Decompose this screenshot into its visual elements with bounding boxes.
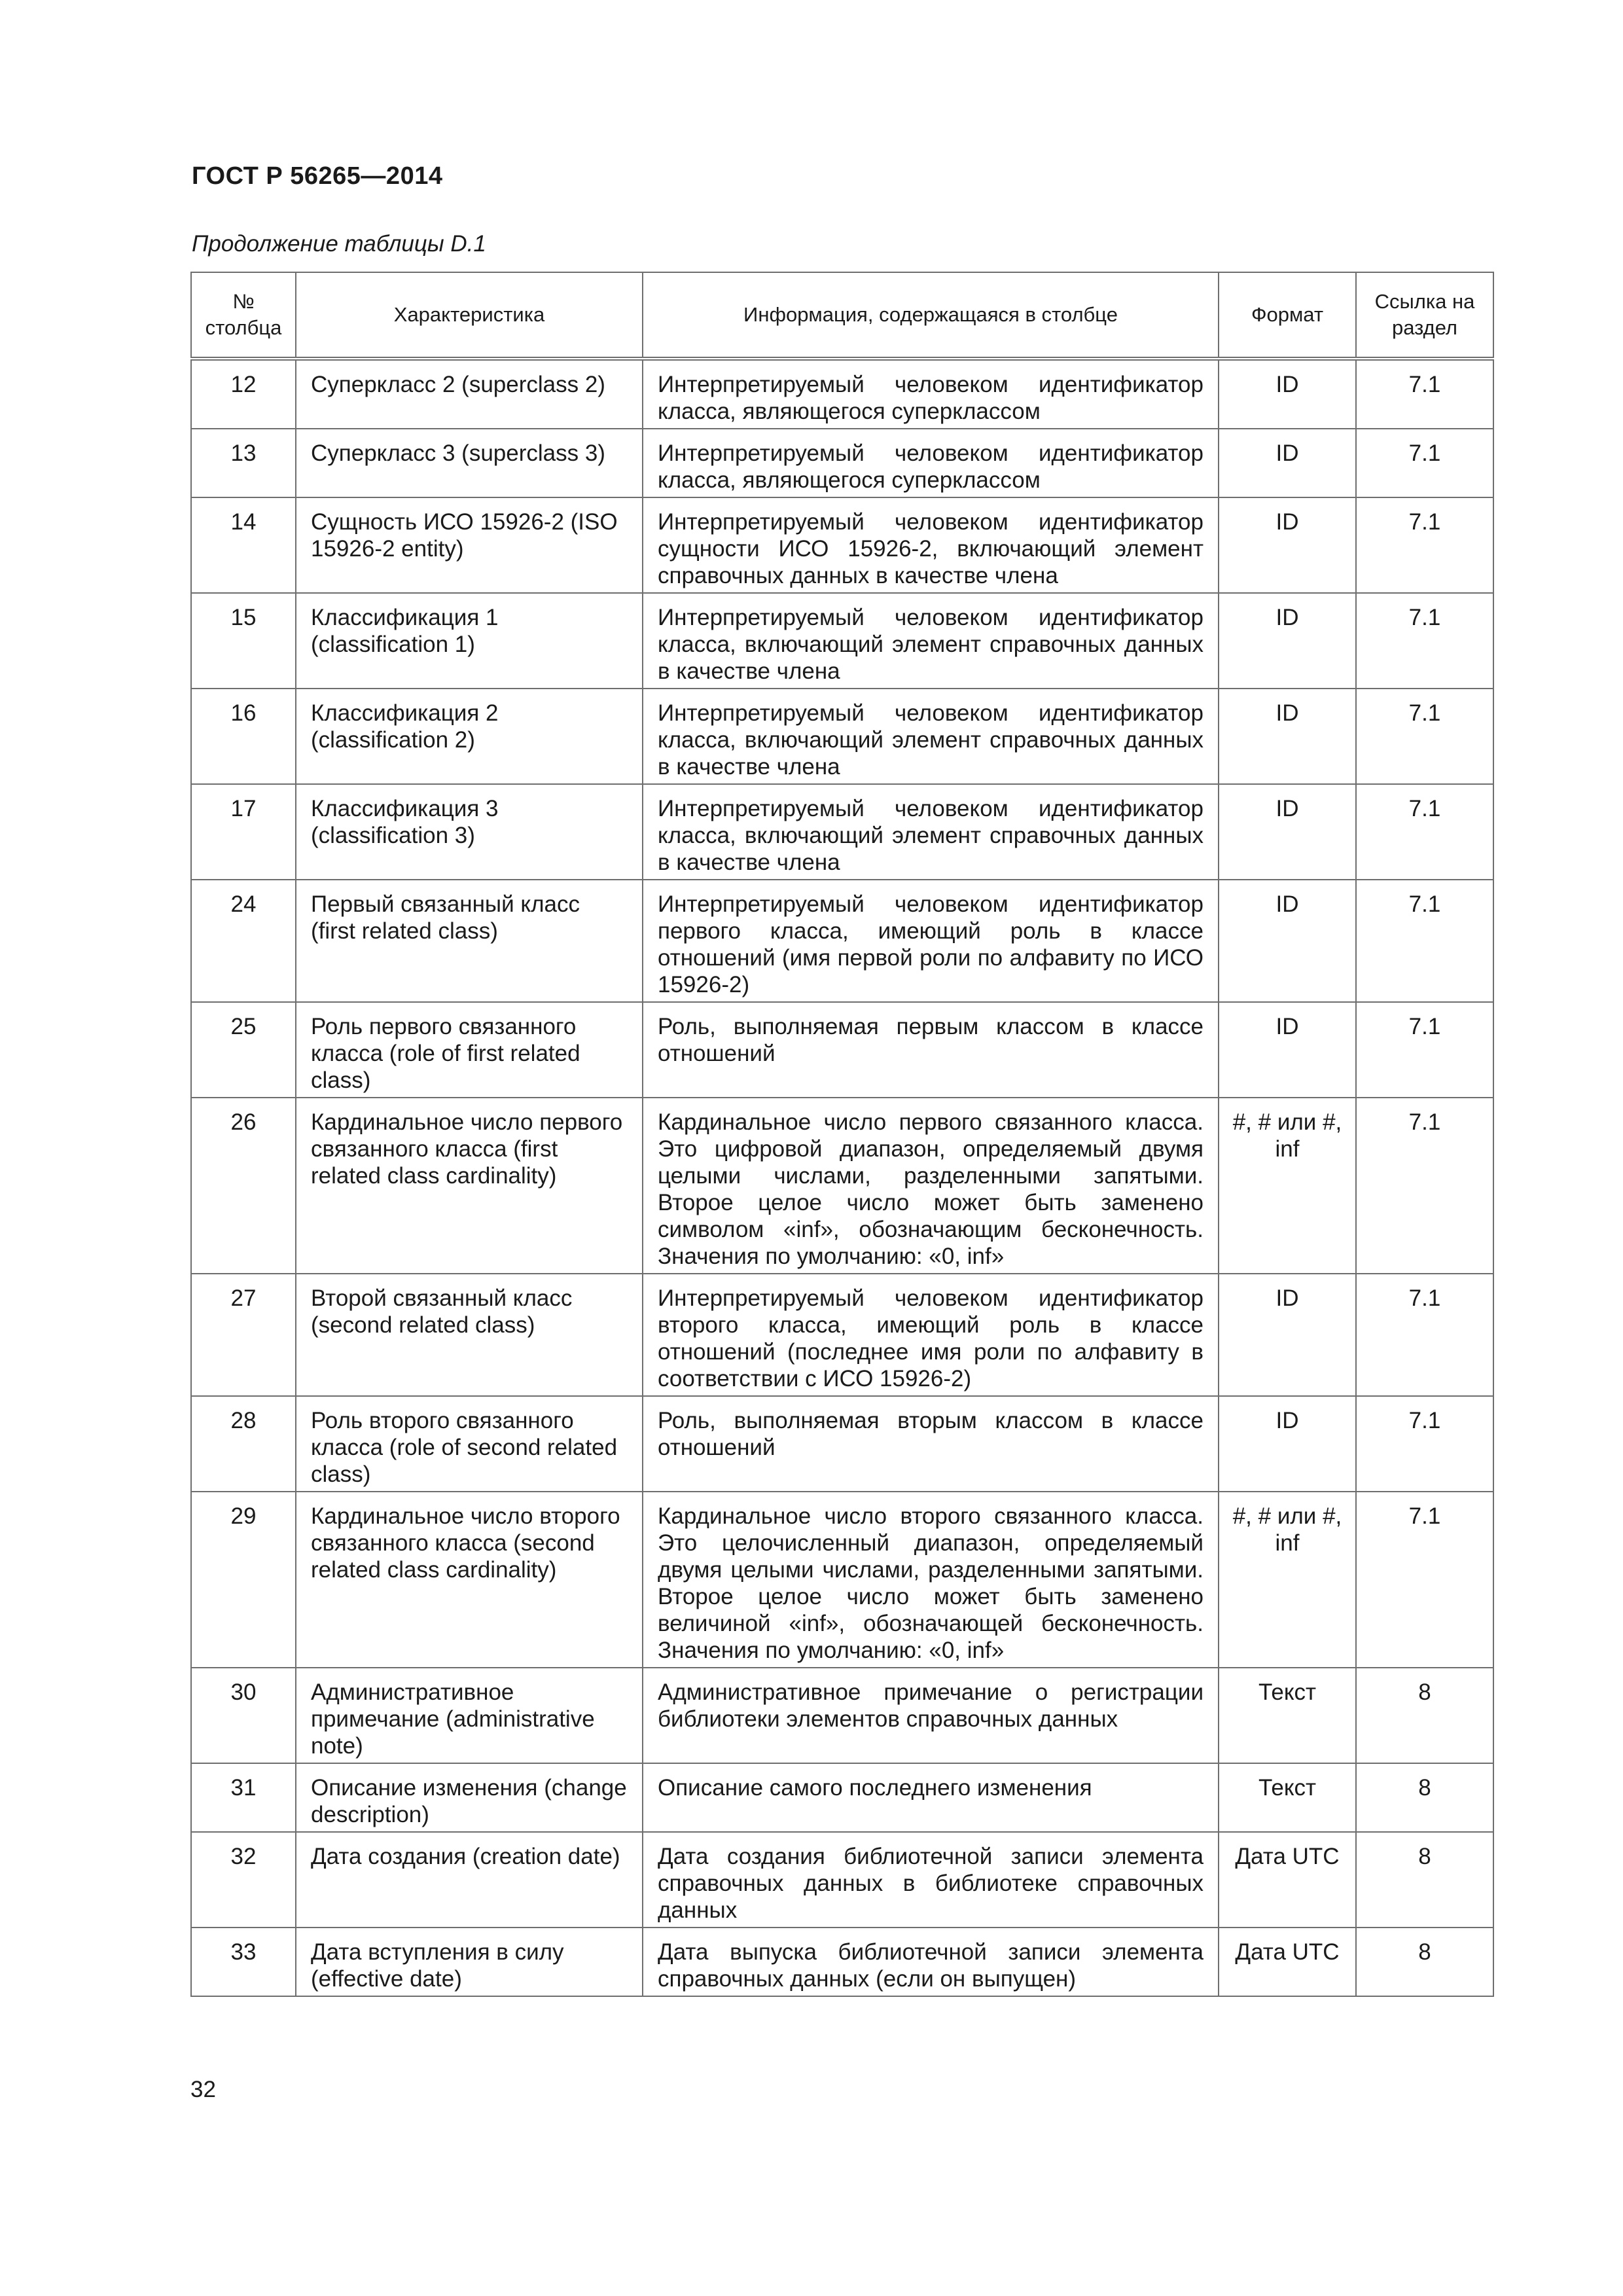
cell-column-number: 32 (191, 1832, 296, 1928)
cell-column-number: 33 (191, 1928, 296, 1996)
table-caption: Продолжение таблицы D.1 (192, 231, 486, 257)
cell-format: #, # или #, inf (1219, 1098, 1356, 1274)
cell-format: #, # или #, inf (1219, 1492, 1356, 1668)
cell-characteristic: Сущность ИСО 15926-2 (ISO 15926-2 entity) (296, 497, 643, 593)
cell-information: Роль, выполняемая вторым классом в классе отношений (643, 1396, 1219, 1492)
column-header-characteristic: Характеристика (296, 272, 643, 359)
cell-information: Интерпретируемый человеком идентификатор класса, являющегося суперклассом (643, 359, 1219, 429)
cell-section-reference: 8 (1356, 1668, 1493, 1763)
cell-column-number: 13 (191, 429, 296, 497)
cell-format: ID (1219, 1002, 1356, 1098)
cell-characteristic: Классификация 3 (classification 3) (296, 784, 643, 880)
table-row (191, 1098, 1493, 1274)
cell-section-reference: 7.1 (1356, 880, 1493, 1002)
document-code: ГОСТ Р 56265—2014 (192, 162, 443, 190)
cell-column-number: 30 (191, 1668, 296, 1763)
cell-information: Кардинальное число первого связанного класса. Это цифровой диапазон, определяемый двумя целыми числами, разделенными запятыми. Второе целое число может быть заменено символом «inf», обозначающим бесконечность. Значения по умолчанию: «0, inf» (643, 1098, 1219, 1274)
cell-column-number: 27 (191, 1274, 296, 1396)
page-number: 32 (190, 2077, 216, 2102)
column-header-number (191, 272, 296, 359)
cell-information: Интерпретируемый человеком идентификатор класса, являющегося суперклассом (643, 429, 1219, 497)
cell-format: ID (1219, 497, 1356, 593)
cell-characteristic: Дата создания (creation date) (296, 1832, 643, 1928)
cell-information: Интерпретируемый человеком идентификатор класса, включающий элемент справочных данных в качестве члена (643, 784, 1219, 880)
cell-format: ID (1219, 689, 1356, 784)
cell-section-reference: 7.1 (1356, 1396, 1493, 1492)
cell-information: Интерпретируемый человеком идентификатор сущности ИСО 15926-2, включающий элемент справочных данных в качестве члена (643, 497, 1219, 593)
cell-section-reference: 7.1 (1356, 593, 1493, 689)
cell-section-reference: 7.1 (1356, 1098, 1493, 1274)
cell-column-number: 16 (191, 689, 296, 784)
table-row (191, 359, 1493, 429)
table-body (191, 359, 1493, 1996)
cell-column-number: 12 (191, 359, 296, 429)
cell-format: ID (1219, 784, 1356, 880)
cell-characteristic: Кардинальное число первого связанного класса (first related class cardinality) (296, 1098, 643, 1274)
cell-characteristic: Классификация 2 (classification 2) (296, 689, 643, 784)
cell-section-reference: 8 (1356, 1832, 1493, 1928)
cell-column-number: 28 (191, 1396, 296, 1492)
column-header-format: Формат (1219, 272, 1356, 359)
cell-information: Интерпретируемый человеком идентификатор класса, включающий элемент справочных данных в качестве члена (643, 689, 1219, 784)
table-row (191, 880, 1493, 1002)
cell-information: Дата выпуска библиотечной записи элемента справочных данных (если он выпущен) (643, 1928, 1219, 1996)
table-row (191, 1928, 1493, 1996)
cell-information: Административное примечание о регистрации библиотеки элементов справочных данных (643, 1668, 1219, 1763)
cell-characteristic: Кардинальное число второго связанного класса (second related class cardinality) (296, 1492, 643, 1668)
cell-column-number: 24 (191, 880, 296, 1002)
specification-table (190, 272, 1494, 1997)
cell-section-reference: 7.1 (1356, 784, 1493, 880)
cell-section-reference: 8 (1356, 1928, 1493, 1996)
cell-characteristic: Первый связанный класс (first related class) (296, 880, 643, 1002)
table-row (191, 1668, 1493, 1763)
cell-information: Кардинальное число второго связанного класса. Это целочисленный диапазон, определяемый двумя целыми числами, разделенными запятыми. Второе целое число может быть заменено величиной «inf», обозначающей бесконечность. Значения по умолчанию: «0, inf» (643, 1492, 1219, 1668)
cell-column-number: 29 (191, 1492, 296, 1668)
table-row (191, 1492, 1493, 1668)
cell-characteristic: Роль второго связанного класса (role of second related class) (296, 1396, 643, 1492)
cell-section-reference: 7.1 (1356, 1002, 1493, 1098)
column-header-reference-line1: Ссылка на (1374, 290, 1475, 313)
table-row (191, 1763, 1493, 1832)
cell-section-reference: 7.1 (1356, 359, 1493, 429)
cell-section-reference: 8 (1356, 1763, 1493, 1832)
cell-format: Дата UTC (1219, 1928, 1356, 1996)
cell-information: Роль, выполняемая первым классом в классе отношений (643, 1002, 1219, 1098)
cell-section-reference: 7.1 (1356, 689, 1493, 784)
cell-characteristic: Описание изменения (change description) (296, 1763, 643, 1832)
column-header-number-line1: № (232, 290, 255, 313)
cell-section-reference: 7.1 (1356, 429, 1493, 497)
cell-characteristic: Суперкласс 3 (superclass 3) (296, 429, 643, 497)
table-header-row (191, 272, 1493, 359)
cell-format: ID (1219, 1396, 1356, 1492)
cell-column-number: 26 (191, 1098, 296, 1274)
cell-format: ID (1219, 359, 1356, 429)
table-row (191, 497, 1493, 593)
cell-information: Интерпретируемый человеком идентификатор класса, включающий элемент справочных данных в качестве члена (643, 593, 1219, 689)
cell-characteristic: Дата вступления в силу (effective date) (296, 1928, 643, 1996)
table-row (191, 1002, 1493, 1098)
table-row (191, 784, 1493, 880)
table-row (191, 1396, 1493, 1492)
cell-information: Интерпретируемый человеком идентификатор второго класса, имеющий роль в классе отношений (последнее имя роли по алфавиту в соответствии с ИСО 15926-2) (643, 1274, 1219, 1396)
cell-format: ID (1219, 429, 1356, 497)
table-row (191, 689, 1493, 784)
cell-characteristic: Административное примечание (administrative note) (296, 1668, 643, 1763)
table-row (191, 1832, 1493, 1928)
cell-information: Интерпретируемый человеком идентификатор первого класса, имеющий роль в классе отношений (имя первой роли по алфавиту по ИСО 15926-2) (643, 880, 1219, 1002)
cell-section-reference: 7.1 (1356, 1274, 1493, 1396)
cell-format: Дата UTC (1219, 1832, 1356, 1928)
cell-information: Описание самого последнего изменения (643, 1763, 1219, 1832)
column-header-reference (1356, 272, 1493, 359)
cell-format: Текст (1219, 1763, 1356, 1832)
cell-column-number: 14 (191, 497, 296, 593)
cell-column-number: 25 (191, 1002, 296, 1098)
cell-format: Текст (1219, 1668, 1356, 1763)
cell-characteristic: Второй связанный класс (second related class) (296, 1274, 643, 1396)
cell-column-number: 15 (191, 593, 296, 689)
table-row (191, 1274, 1493, 1396)
cell-characteristic: Роль первого связанного класса (role of first related class) (296, 1002, 643, 1098)
cell-column-number: 31 (191, 1763, 296, 1832)
cell-format: ID (1219, 1274, 1356, 1396)
cell-format: ID (1219, 880, 1356, 1002)
cell-characteristic: Классификация 1 (classification 1) (296, 593, 643, 689)
cell-section-reference: 7.1 (1356, 497, 1493, 593)
cell-section-reference: 7.1 (1356, 1492, 1493, 1668)
column-header-reference-line2: раздел (1391, 316, 1458, 339)
cell-characteristic: Суперкласс 2 (superclass 2) (296, 359, 643, 429)
column-header-number-line2: столбца (205, 316, 282, 339)
table-row (191, 593, 1493, 689)
table-row (191, 429, 1493, 497)
column-header-info: Информация, содержащаяся в столбце (643, 272, 1219, 359)
cell-column-number: 17 (191, 784, 296, 880)
cell-information: Дата создания библиотечной записи элемента справочных данных в библиотеке справочных данных (643, 1832, 1219, 1928)
cell-format: ID (1219, 593, 1356, 689)
